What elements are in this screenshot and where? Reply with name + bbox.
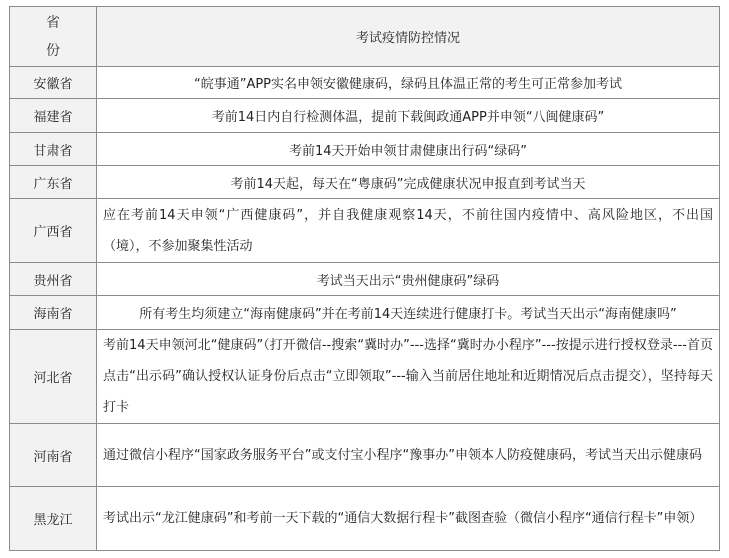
header-province-cell (10, 7, 97, 67)
province-cell: 甘肃省 (10, 133, 97, 166)
policy-cell: 考试当天出示“贵州健康码”绿码 (97, 263, 720, 296)
province-cell: 安徽省 (10, 67, 97, 99)
table-row (10, 263, 720, 296)
policy-cell: 通过微信小程序“国家政务服务平台”或支付宝小程序“豫事办”申领本人防疫健康码，考试当天出示健康码 (97, 424, 720, 487)
header-province-char-1: 省 (46, 14, 60, 31)
table-row (10, 296, 720, 330)
table-row (10, 166, 720, 199)
province-cell: 河北省 (10, 330, 97, 424)
province-cell: 广东省 (10, 166, 97, 199)
policy-cell: 考试出示“龙江健康码”和考前一天下载的“通信大数据行程卡”截图查验（微信小程序“通信行程卡”申领） (97, 487, 720, 551)
policy-cell: 考前14天开始申领甘肃健康出行码“绿码” (97, 133, 720, 166)
header-province-char-2: 份 (46, 42, 60, 59)
table-row (10, 67, 720, 99)
policy-cell: 应在考前14天申领“广西健康码”，并自我健康观察14天，不前往国内疫情中、高风险地区，不出国（境），不参加聚集性活动 (97, 199, 720, 263)
exam-epidemic-policy-table (9, 6, 720, 551)
province-cell: 河南省 (10, 424, 97, 487)
table-header-row (10, 7, 720, 67)
province-cell: 黑龙江 (10, 487, 97, 551)
table-row (10, 424, 720, 487)
province-cell: 贵州省 (10, 263, 97, 296)
province-cell: 福建省 (10, 99, 97, 133)
province-cell: 海南省 (10, 296, 97, 330)
policy-cell: 考前14天申领河北“健康码”（打开微信--搜索“冀时办”---选择“冀时办小程序”---按提示进行授权登录---首页点击“出示码”确认授权认证身份后点击“立即领取”---输入当前居住地址和近期情况后点击提交），坚持每天打卡 (97, 330, 720, 424)
province-cell: 广西省 (10, 199, 97, 263)
table-row (10, 487, 720, 551)
table-row (10, 199, 720, 263)
table-row (10, 330, 720, 424)
header-title-cell: 考试疫情防控情况 (97, 7, 720, 67)
policy-cell: 考前14日内自行检测体温，提前下载闽政通APP并申领“八闽健康码” (97, 99, 720, 133)
table-row (10, 133, 720, 166)
policy-cell: “皖事通”APP实名申领安徽健康码，绿码且体温正常的考生可正常参加考试 (97, 67, 720, 99)
table-row (10, 99, 720, 133)
policy-cell: 所有考生均须建立“海南健康码”并在考前14天连续进行健康打卡。考试当天出示“海南健康吗” (97, 296, 720, 330)
policy-cell: 考前14天起，每天在“粤康码”完成健康状况申报直到考试当天 (97, 166, 720, 199)
